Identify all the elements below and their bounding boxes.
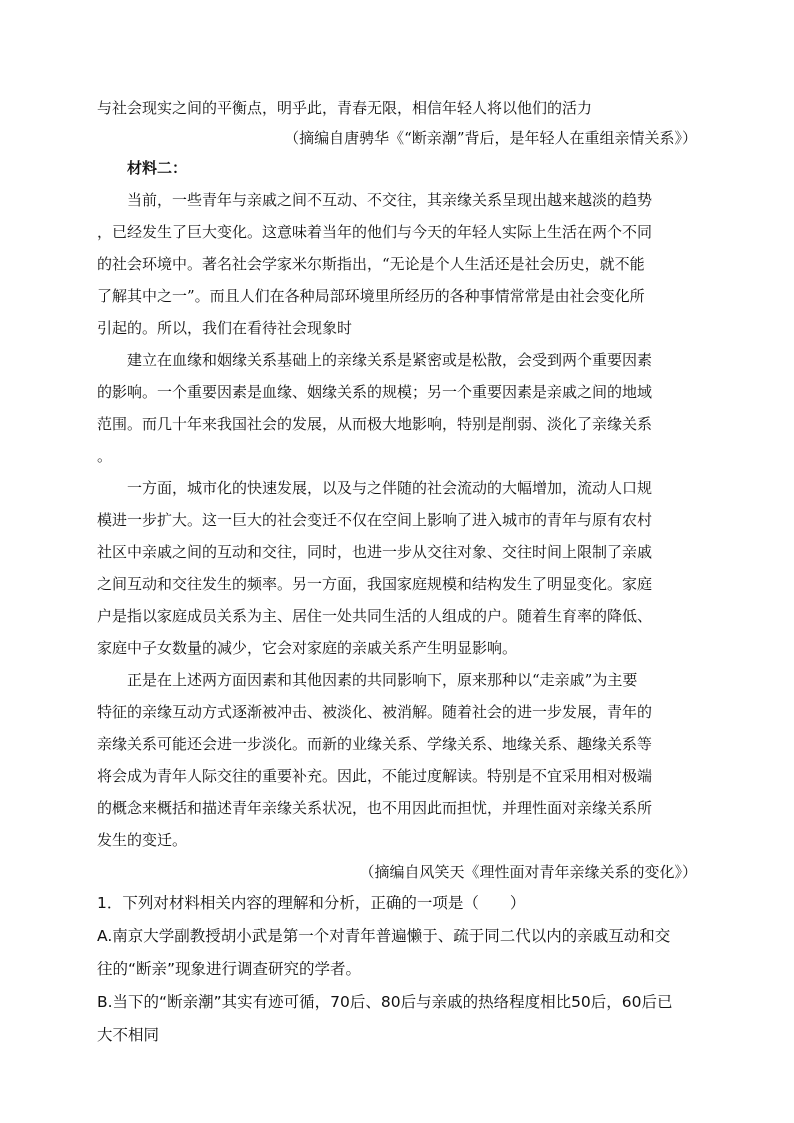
paragraph-line: 社区中亲戚之间的互动和交往，同时，也进一步从交往对象、交往时间上限制了亲戚 [97, 543, 653, 561]
paragraph-line: 特征的亲缘互动方式逐渐被冲击、被淡化、被消解。随着社会的进一步发展，青年的 [97, 703, 653, 721]
paragraph-line: 。 [97, 447, 113, 465]
material2-heading: 材料二： [127, 159, 188, 177]
option-b-line1: B.当下的“断亲潮”其实有迹可循，70后、80后与亲戚的热络程度相比50后，60后已 [97, 993, 673, 1011]
paragraph-line: 户是指以家庭成员关系为主、居住一处共同生活的人组成的户。随着生育率的降低、 [97, 607, 653, 625]
paragraph-line: ，已经发生了巨大变化。这意味着当年的他们与今天的年轻人实际上生活在两个不同 [97, 223, 653, 241]
paragraph-line: 一方面，城市化的快速发展，以及与之伴随的社会流动的大幅增加，流动人口规 [127, 479, 653, 497]
paragraph-line: 的影响。一个重要因素是血缘、姻缘关系的规模；另一个重要因素是亲戚之间的地域 [97, 383, 653, 401]
paragraph-line: 的社会环境中。著名社会学家米尔斯指出，“无论是个人生活还是社会历史，就不能 [97, 255, 645, 273]
paragraph-line: 之间互动和交往发生的频率。另一方面，我国家庭规模和结构发生了明显变化。家庭 [97, 575, 653, 593]
paragraph-line: 引起的。所以，我们在看待社会现象时 [97, 319, 353, 337]
paragraph-line: 发生的变迁。 [97, 831, 188, 849]
paragraph-line: 的概念来概括和描述青年亲缘关系状况，也不用因此而担忧，并理性面对亲缘关系所 [97, 799, 653, 817]
question-stem: 1．下列对材料相关内容的理解和分析，正确的一项是（ ） [97, 894, 526, 912]
paragraph-line: 将会成为青年人际交往的重要补充。因此，不能过度解读。特别是不宜采用相对极端 [97, 767, 653, 785]
paragraph-line: 模进一步扩大。这一巨大的社会变迁不仅在空间上影响了进入城市的青年与原有农村 [97, 511, 653, 529]
paragraph-line: 范围。而几十年来我国社会的发展，从而极大地影响，特别是削弱、淡化了亲缘关系 [97, 415, 653, 433]
paragraph-line: 当前，一些青年与亲戚之间不互动、不交往，其亲缘关系呈现出越来越淡的趋势 [127, 191, 653, 209]
material1-tail-line: 与社会现实之间的平衡点，明乎此，青春无限，相信年轻人将以他们的活力 [97, 99, 593, 117]
material1-source: （摘编自唐骋华《“断亲潮”背后，是年轻人在重组亲情关系》） [284, 129, 697, 147]
paragraph-line: 了解其中之一”。而且人们在各种局部环境里所经历的各种事情常常是由社会变化所 [97, 287, 645, 305]
option-a-line1: A.南京大学副教授胡小武是第一个对青年普遍懒于、疏于同二代以内的亲戚互动和交 [97, 927, 671, 945]
material2-source: （摘编自风笑天《理性面对青年亲缘关系的变化》） [359, 863, 697, 881]
paragraph-line: 亲缘关系可能还会进一步淡化。而新的业缘关系、学缘关系、地缘关系、趣缘关系等 [97, 735, 653, 753]
paragraph-line: 正是在上述两方面因素和其他因素的共同影响下，原来那种以“走亲戚”为主要 [127, 671, 638, 689]
paragraph-line: 建立在血缘和姻缘关系基础上的亲缘关系是紧密或是松散，会受到两个重要因素 [127, 351, 653, 369]
option-b-line2: 大不相同 [97, 1026, 160, 1044]
paragraph-line: 家庭中子女数量的减少，它会对家庭的亲戚关系产生明显影响。 [97, 639, 518, 657]
option-a-line2: 往的“断亲”现象进行调查研究的学者。 [97, 960, 362, 978]
